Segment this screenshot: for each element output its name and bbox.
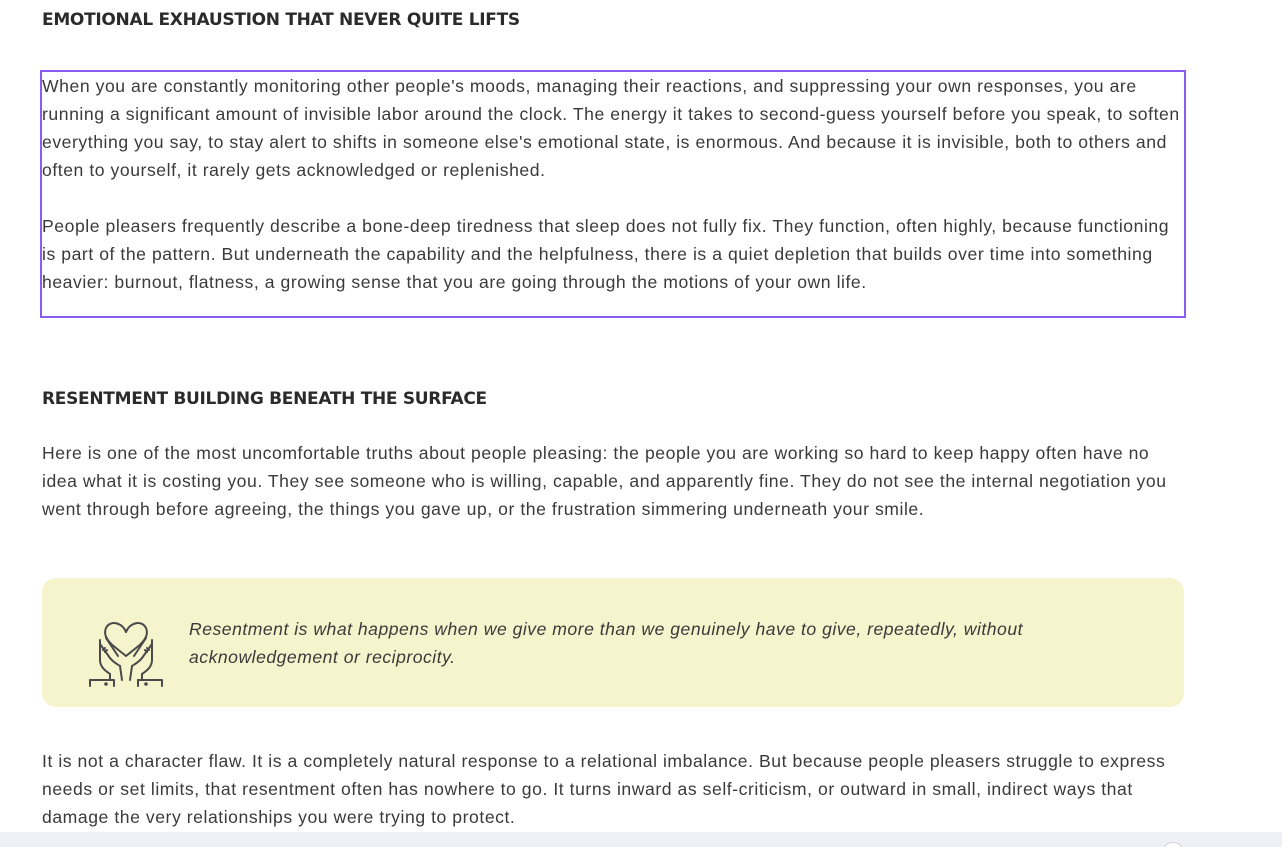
quote-text: Resentment is what happens when we give more than we genuinely have to give, repeatedly, without acknowledgement or reciprocity.	[189, 619, 1023, 667]
selected-text-block[interactable]	[40, 70, 1186, 318]
section-heading-resentment: RESENTMENT BUILDING BENEATH THE SURFACE	[42, 389, 487, 409]
paragraph-invisible-labor[interactable]: When you are constantly monitoring other people's moods, managing their reactions, and suppressing your own responses, you are running a significant amount of invisible labor around the clock. The energy it takes to second-guess yourself before you speak, to soften everything you say, to stay alert to shifts in someone else's emotional state, is enormous. And because it is invisible, both to others and often to yourself, it rarely gets acknowledged or replenished.	[42, 76, 1180, 180]
hands-heart-icon	[86, 614, 166, 688]
paragraph-uncomfortable-truths: Here is one of the most uncomfortable truths about people pleasing: the people you are working so hard to keep happy often have no idea what it is costing you. They see someone who is willing, capable, and apparently fine. They do not see the internal negotiation you went through before agreeing, the things you gave up, or the frustration simmering underneath your smile.	[42, 443, 1167, 519]
paragraph-bone-deep-tiredness[interactable]: People pleasers frequently describe a bone-deep tiredness that sleep does not fully fix. They function, often highly, because functioning is part of the pattern. But underneath the capability and the helpfulness, there is a quiet depletion that builds over time into something heavier: burnout, flatness, a growing sense that you are going through the motions of your own life.	[42, 216, 1170, 292]
paragraph-character-flaw-wrapper	[42, 747, 1184, 831]
paragraph-uncomfortable-truths-wrapper	[42, 439, 1184, 523]
section-heading-emotional-exhaustion: EMOTIONAL EXHAUSTION THAT NEVER QUITE LIFTS	[42, 10, 520, 30]
bottom-toolbar	[0, 832, 1282, 847]
quote-callout	[42, 578, 1184, 707]
paragraph-character-flaw: It is not a character flaw. It is a completely natural response to a relational imbalance. But because people pleasers struggle to express needs or set limits, that resentment often has nowhere to go. It turns inward as self-criticism, or outward in small, indirect ways that damage the very relationships you were trying to protect.	[42, 751, 1166, 827]
